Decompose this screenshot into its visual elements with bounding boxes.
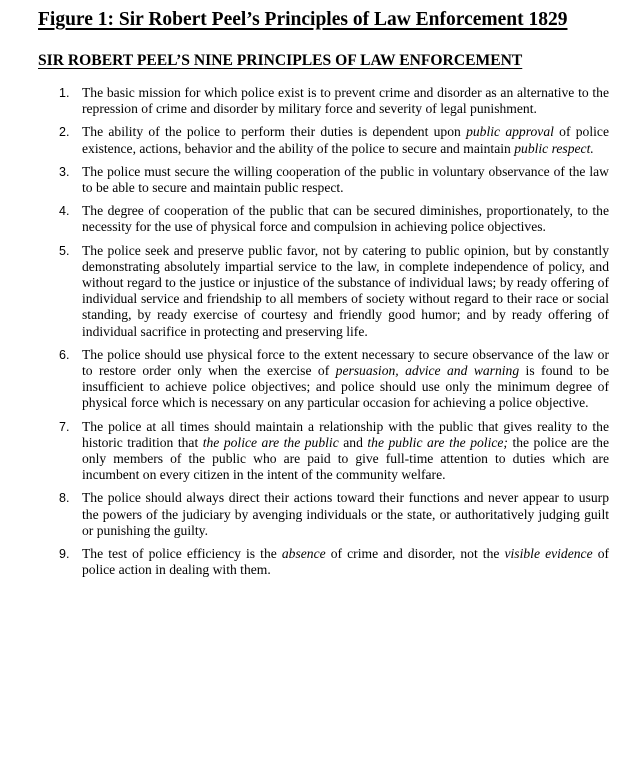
figure-title: Figure 1: Sir Robert Peel’s Principles of Law Enforcement 1829 [38,9,568,30]
principles-list [38,85,609,578]
principle-item [38,546,609,578]
principle-number: 5. [59,243,70,258]
principle-number: 3. [59,164,70,179]
principle-item [38,419,609,484]
principle-item [38,203,609,235]
principle-text: The basic mission for which police exist is to prevent crime and disorder as an alternative to the repression of crime and disorder by military force and severity of legal punishment. [82,85,609,117]
principle-item [38,124,609,156]
principle-emphasis: the police are the public [202,434,339,450]
principle-text: is found to be insufficient to achieve police objectives; and police should use only the minimum degree of physical force which is necessary on any particular occasion for achieving a police objective. [82,363,609,411]
principle-emphasis: public respect. [514,140,594,156]
principle-emphasis: absence [281,546,326,562]
principle-number: 7. [59,419,70,434]
principle-item [38,347,609,412]
principle-number: 2. [59,125,70,140]
principle-number: 1. [59,86,70,100]
principle-text: The police should use physical force to the extent necessary to secure observance of the law or to restore order only when the exercise of [82,346,609,379]
section-title: SIR ROBERT PEEL’S NINE PRINCIPLES OF LAW ENFORCEMENT [38,52,523,69]
principle-item [38,164,609,196]
principle-text: The police must secure the willing cooperation of the public in voluntary observance of the law to be able to secure and maintain public respect. [82,163,609,196]
principle-text: of police action in dealing with them. [82,546,610,578]
principle-item [38,243,609,340]
principle-text: of police existence, actions, behavior and the ability of the police to secure and maintain [82,124,609,156]
principle-number: 8. [59,491,70,506]
principle-emphasis: public approval [466,124,554,140]
principle-text: The police should always direct their actions toward their functions and never appear to usurp the powers of the judiciary by avenging individuals or the state, or authoritatively judging guilt or punishing the guilty. [82,490,609,538]
principle-number: 6. [59,347,70,362]
principle-text: The test of police efficiency is the [82,546,282,562]
principle-text: The degree of cooperation of the public that can be secured diminishes, proportionately, to the necessity for the use of physical force and compulsion in achieving police objectives. [82,203,609,235]
principle-text: and [338,434,368,450]
principle-number: 9. [59,547,70,562]
principle-text: The ability of the police to perform their duties is dependent upon [82,124,467,140]
principle-number: 4. [59,204,70,219]
principle-emphasis: the public are the police; [367,434,508,450]
principle-text: the police are the only members of the public who are paid to give full-time attention to duties which are incumbent on every citizen in the intent of the community welfare. [82,434,609,483]
principle-item [38,490,609,539]
principle-text: The police seek and preserve public favor, not by catering to public opinion, but by constantly demonstrating absolutely impartial service to the law, in complete independence of policy, and without regard to the justice or injustice of the substance of individual laws; by ready offering of individual service and friendship to all members of society without regard to their race or social standing, by ready exercise of courtesy and friendly good humor; and by ready offering of individual sacrifice in protecting and preserving life. [82,242,609,339]
principle-emphasis: persuasion, advice and warning [335,363,520,379]
principle-text: The police at all times should maintain a relationship with the public that gives reality to the historic tradition that [82,418,609,450]
principle-item [38,85,609,117]
principle-text: of crime and disorder, not the [325,546,505,562]
principle-emphasis: visible evidence [504,546,593,562]
